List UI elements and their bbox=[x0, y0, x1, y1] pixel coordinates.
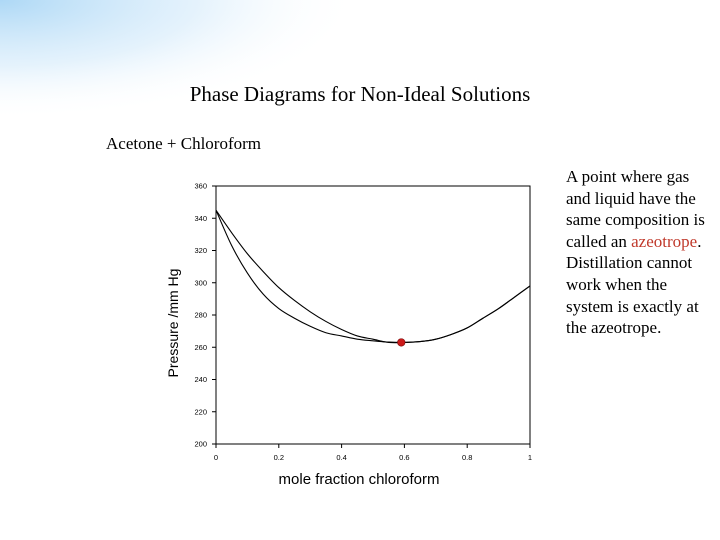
y-tick-label: 240 bbox=[194, 375, 207, 384]
x-axis-label: mole fraction chloroform bbox=[278, 471, 440, 488]
note-text-before: A point where gas and liquid have the same composition is called an bbox=[566, 167, 705, 251]
curve-series-2 bbox=[216, 210, 530, 342]
curve-series-1 bbox=[216, 210, 530, 342]
azeotrope-point bbox=[397, 339, 405, 347]
plot-frame bbox=[216, 186, 530, 444]
y-tick-label: 360 bbox=[194, 181, 207, 191]
y-tick-label: 320 bbox=[194, 246, 207, 255]
x-tick-label: 0.6 bbox=[399, 453, 410, 462]
x-tick-label: 1 bbox=[527, 453, 533, 462]
slide-title: Phase Diagrams for Non-Ideal Solutions bbox=[189, 82, 531, 106]
x-tick-label: 0.8 bbox=[461, 453, 473, 462]
y-tick-label: 260 bbox=[194, 342, 207, 352]
y-tick-label: 220 bbox=[194, 407, 207, 417]
y-tick-label: 300 bbox=[194, 278, 207, 288]
y-tick-label: 280 bbox=[194, 310, 207, 320]
x-tick-label: 0.4 bbox=[336, 453, 347, 462]
y-tick-label: 200 bbox=[194, 439, 207, 449]
note-highlight-azeotrope: azeotrope bbox=[631, 231, 698, 251]
y-axis-label: Pressure /mm Hg bbox=[165, 268, 181, 378]
note-text-after: . Distillation cannot work when the system is exactly at the azeotrope. bbox=[566, 231, 702, 338]
x-tick-label: 0 bbox=[213, 453, 219, 462]
x-tick-label: 0.2 bbox=[273, 453, 285, 462]
y-tick-label: 340 bbox=[194, 213, 207, 223]
slide-subtitle: Acetone + Chloroform bbox=[106, 134, 261, 153]
